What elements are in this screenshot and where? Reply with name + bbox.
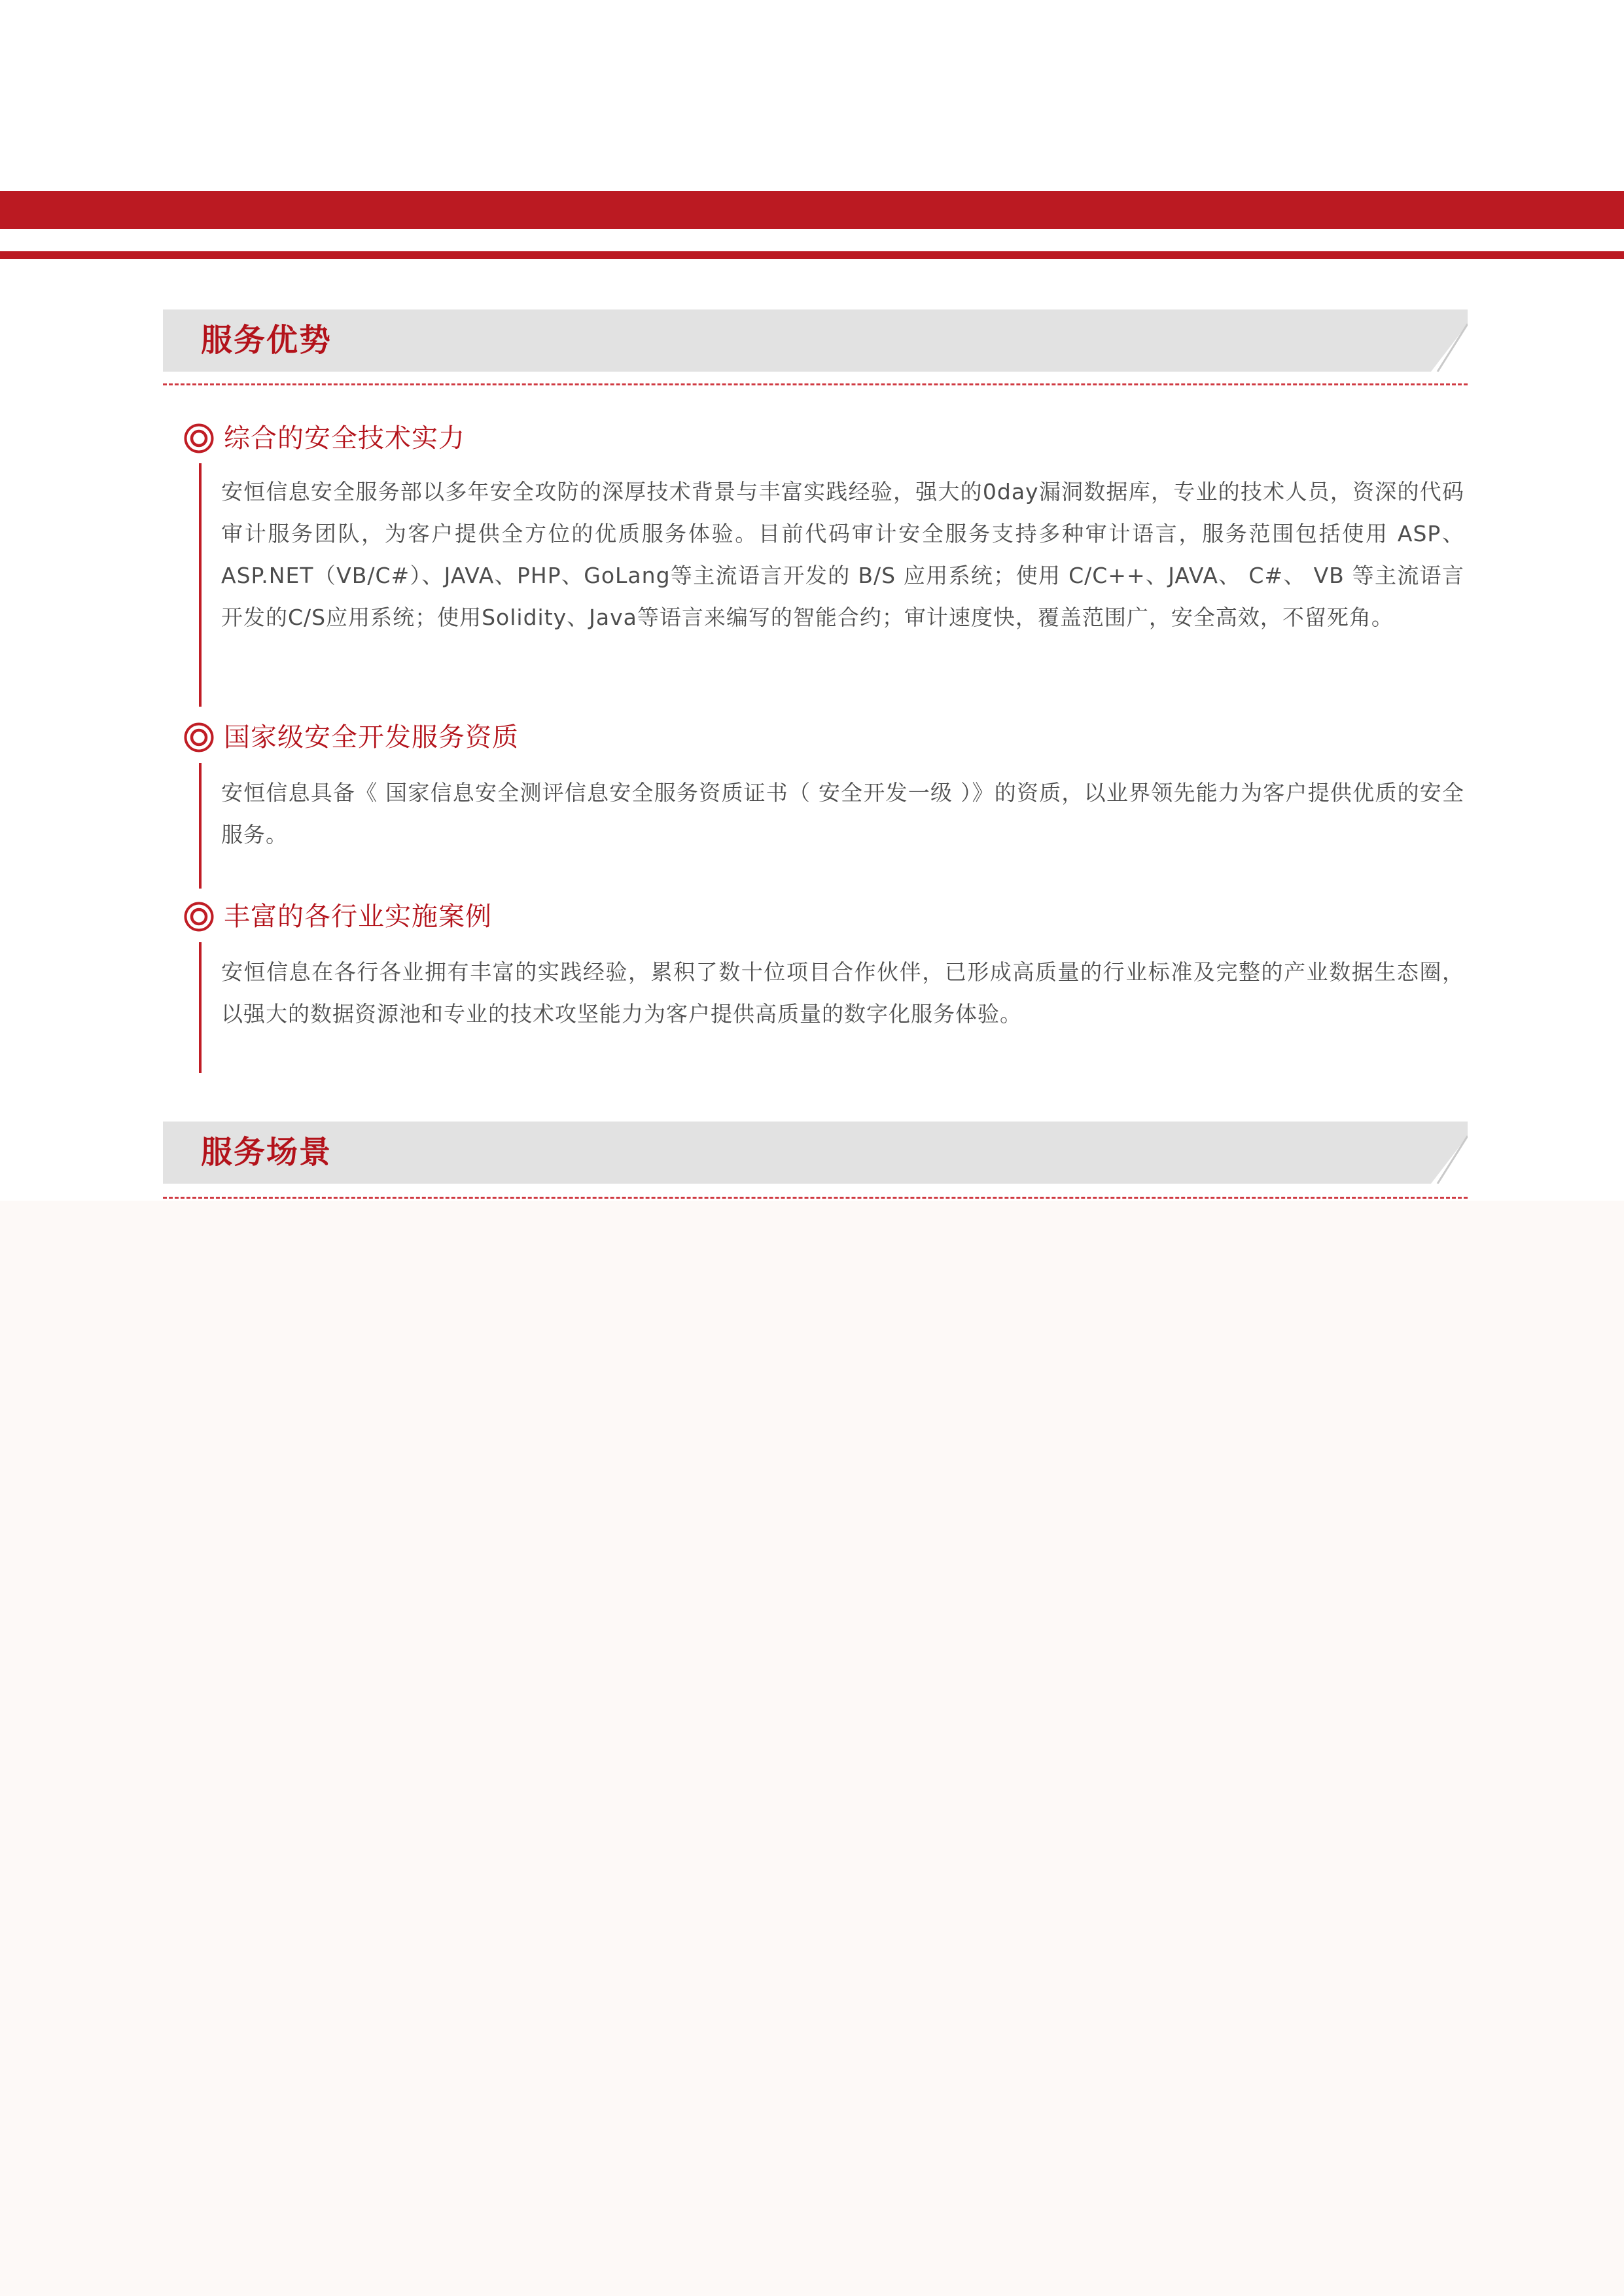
- accent-bar: [199, 463, 202, 707]
- advantage-item-title: 综合的安全技术实力: [224, 423, 465, 453]
- lower-page-background: [0, 1201, 1624, 2296]
- section-divider: [163, 1197, 1468, 1199]
- top-red-rule: [0, 251, 1624, 259]
- accent-bar: [199, 942, 202, 1073]
- section-header-scenarios: [163, 1122, 1468, 1184]
- advantage-item-title: 丰富的各行业实施案例: [224, 902, 492, 932]
- advantage-item-body: 安恒信息在各行各业拥有丰富的实践经验，累积了数十位项目合作伙伴，已形成高质量的行业标准及完整的产业数据生态圈，以强大的数据资源池和专业的技术攻坚能力为客户提供高质量的数字化服务体验。: [221, 959, 1464, 1027]
- section-title: 服务优势: [201, 322, 332, 359]
- double-ring-icon: [183, 901, 215, 932]
- advantage-item-body: 安恒信息具备《 国家信息安全测评信息安全服务资质证书（ 安全开发一级 ）》的资质，以业界领先能力为客户提供优质的安全服务。: [221, 780, 1464, 847]
- slash-corner-icon: [1428, 309, 1468, 372]
- top-red-band: [0, 191, 1624, 229]
- advantage-item-body: 安恒信息安全服务部以多年安全攻防的深厚技术背景与丰富实践经验，强大的0day漏洞数据库，专业的技术人员，资深的代码审计服务团队，为客户提供全方位的优质服务体验。目前代码审计安全服务支持多种审计语言，服务范围包括使用 ASP、ASP.NET（VB/C#）、JAVA、PHP、GoLang等主流语言开发的 B/S 应用系统；使用 C/C++、JAVA、 C#、 VB 等主流语言开发的C/S应用系统；使用Solidity、Java等语言来编写的智能合约；审计速度快，覆盖范围广，安全高效，不留死角。: [221, 479, 1464, 630]
- slash-corner-icon: [1428, 1122, 1468, 1184]
- section-header-advantages: [163, 309, 1468, 372]
- section-title: 服务场景: [201, 1134, 332, 1171]
- advantage-item-title: 国家级安全开发服务资质: [224, 722, 519, 752]
- section-divider: [163, 383, 1468, 385]
- accent-bar: [199, 763, 202, 889]
- double-ring-icon: [183, 423, 215, 454]
- double-ring-icon: [183, 722, 215, 753]
